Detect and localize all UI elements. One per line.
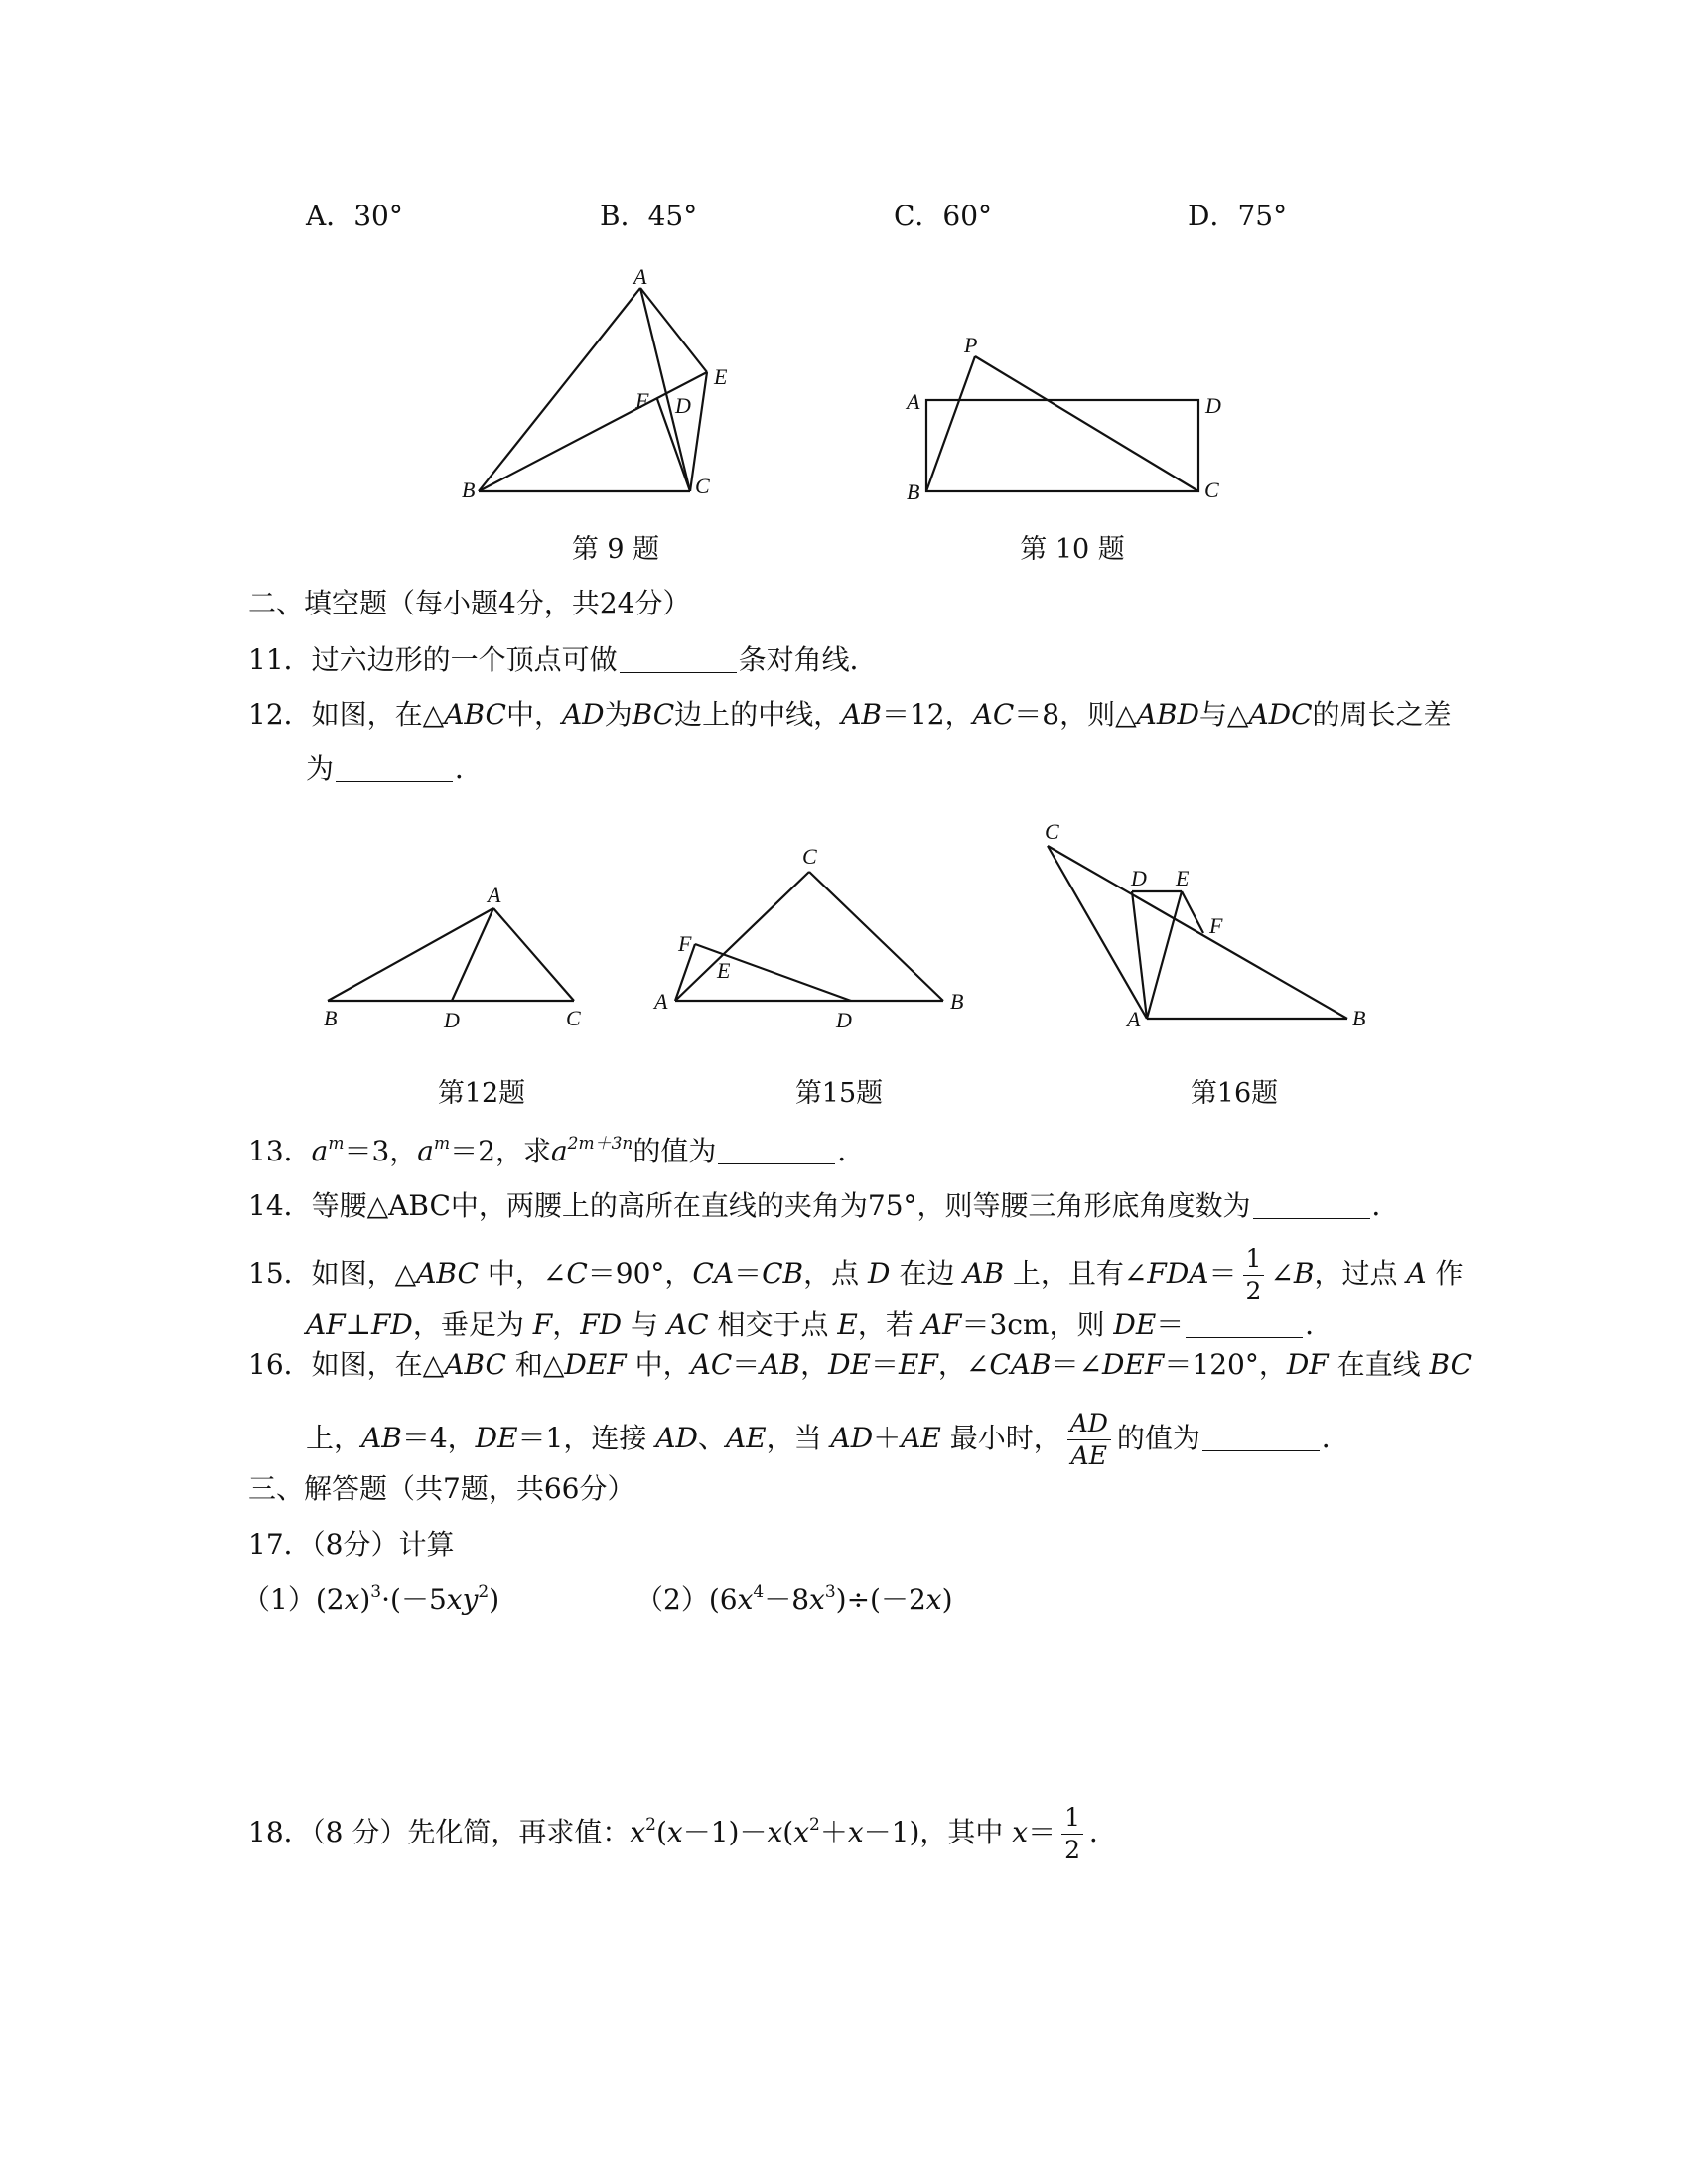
fig16-label-f: F [1209,913,1223,938]
q18-e9: ＋ [819,1816,848,1848]
q17-p1-6: y [462,1583,479,1616]
q15-line2-11: ，若 [857,1308,922,1341]
q18-e0: x [630,1816,646,1848]
option-a: A．30° [306,200,403,232]
q15-line2-1: ⊥ [345,1308,371,1341]
q12-var-abc: ABC [444,698,506,731]
fig12-label-c: C [566,1006,581,1030]
q16-line1-5: AC [690,1348,733,1381]
fig12-label-d: D [444,1008,460,1032]
q15-line1-3: C [566,1257,588,1290]
q14-number: 14． [248,1189,312,1222]
q16-line1-10: ＝ [870,1348,899,1381]
q18-lead: 18．（8 分）先化简，再求值： [248,1816,631,1848]
q13-text-3: 的值为 [633,1135,717,1167]
q15-line1-11: AB [963,1257,1005,1290]
q15-tail-4: 作 [1426,1257,1464,1290]
q16-line2-2: ＝4， [401,1422,476,1454]
q15-number: 15． [248,1257,312,1290]
q16-line2-9: AD [830,1422,874,1454]
figure-10-caption: 第 10 题 [1020,534,1125,565]
q12-text-3: 为 [604,698,633,731]
q14-answer-blank[interactable] [1253,1192,1370,1219]
q16-line1-8: ， [800,1348,829,1381]
q16-line1-3: DEF [564,1348,627,1381]
q17-p1-8: ) [489,1583,500,1616]
q15-line2-15: ＝ [1156,1308,1185,1341]
fig16-label-d: D [1131,866,1147,890]
q17-p2-8: ) [941,1583,953,1616]
q17-p1-0: （1）(2 [242,1583,345,1616]
fig10-label-b: B [907,479,920,504]
question-15 [248,1243,1464,1307]
q18-e7: x [793,1816,809,1848]
q17-p1-2: ) [359,1583,371,1616]
fig10-label-c: C [1204,478,1219,502]
q18-e10: x [847,1816,864,1848]
q16-fraction [1067,1408,1111,1472]
q15-line1-2: 中，∠ [478,1257,567,1290]
q15-line2-12: AF [921,1308,962,1341]
q15-line2-2: FD [371,1308,413,1341]
fig16-label-e: E [1176,866,1190,890]
q17-p2-4: x [809,1583,825,1616]
q16-end: ． [1321,1422,1349,1454]
q16-line2-3: DE [475,1422,518,1454]
q12-text-8: 的周长之差 [1312,698,1452,731]
question-16-line-2 [306,1408,1349,1472]
q12-text-2: 中， [505,698,562,731]
q15-tail-0: ∠ [1270,1257,1294,1290]
q16-line1-11: EF [899,1348,938,1381]
fig16-segment-ae [1147,891,1182,1019]
q16-line2-7: AE [725,1422,767,1454]
q15-line1-7: CB [762,1257,804,1290]
q15-line1-6: ＝ [734,1257,763,1290]
q13-base-1: a [311,1135,329,1167]
q15-line1-5: CA [692,1257,735,1290]
q13-end: ． [837,1135,866,1167]
q16-line2-6: 、 [697,1422,726,1454]
option-b: B．45° [600,200,698,232]
q12-text-7: 与△ [1198,698,1249,731]
fig16-segment-ad [1132,891,1147,1019]
q16-line1-13: CAB [989,1348,1052,1381]
section-3-title: 三、解答题（共7题，共66分） [248,1472,635,1505]
q15-line1-1: ABC [416,1257,479,1290]
q16-line1-9: DE [828,1348,871,1381]
fig9-label-c: C [695,474,710,498]
fig16-label-c: C [1045,819,1059,844]
question-17-title: 17．（8分）计算 [248,1528,455,1561]
q16-line1-1: ABC [444,1348,506,1381]
q18-e11: －1)，其中 [863,1816,1013,1848]
q13-base-3: a [550,1135,568,1167]
q17-p2-1: x [737,1583,754,1616]
q16-answer-blank[interactable] [1202,1425,1320,1451]
question-17-part-1 [242,1580,499,1620]
q18-e2: ( [655,1816,667,1848]
q12-line2-text: 为 [306,752,335,785]
fig9-label-e: E [714,364,728,389]
question-14 [248,1186,1400,1226]
q14-end: ． [1371,1189,1400,1222]
question-18 [248,1802,1117,1866]
q18-e6: ( [782,1816,794,1848]
q17-p1-1: x [344,1583,360,1616]
q18-end: ． [1089,1816,1118,1848]
q17-p1-7: 2 [478,1581,490,1602]
q17-p1-5: x [446,1583,463,1616]
q16-line1-4: 中， [626,1348,691,1381]
q18-fraction-numerator: 1 [1061,1802,1083,1835]
q17-p2-6: )÷(－2 [835,1583,926,1616]
q13-exp-2: m [434,1133,451,1154]
q16-line1-15: DEF [1102,1348,1165,1381]
q18-e8: 2 [809,1814,820,1835]
figure-12-caption: 第12题 [437,1078,526,1109]
q15-end: ． [1305,1308,1334,1341]
q15-fraction-numerator: 1 [1243,1243,1265,1276]
q15-line2-4: F [532,1308,553,1341]
q15-answer-blank[interactable] [1186,1311,1303,1338]
q12-var-ad: AD [561,698,605,731]
section-2-title: 二、填空题（每小题4分，共24分） [248,587,691,619]
q12-var-bc: BC [632,698,675,731]
question-17-part-2 [635,1580,953,1620]
q15-line2-13: ＝3cm，则 [961,1308,1114,1341]
q12-text-6: ＝8，则△ [1014,698,1137,731]
fig10-label-p: P [964,333,978,357]
q13-number: 13． [248,1135,312,1167]
fig15-label-d: D [836,1008,852,1032]
q15-line2-5: ， [552,1308,581,1341]
q18-fraction [1061,1802,1083,1866]
q16-number: 16． [248,1348,312,1381]
q14-text: 等腰△ABC中，两腰上的高所在直线的夹角为75°，则等腰三角形底角度数为 [311,1189,1251,1222]
q16-line2-0: 上， [306,1422,362,1454]
q16-line1-6: ＝ [732,1348,761,1381]
fig15-label-c: C [802,844,817,869]
q15-tail-2: ，过点 [1314,1257,1407,1290]
q17-p2-3: －8 [764,1583,810,1616]
q12-var-ac: AC [972,698,1015,731]
q16-line2-12: 最小时， [940,1422,1061,1454]
q16-line1-2: 和△ [505,1348,565,1381]
q18-e13: ＝ [1028,1816,1056,1848]
q18-e1: 2 [645,1814,656,1835]
q15-line1-4: ＝90°， [587,1257,693,1290]
q11-text-after: 条对角线． [738,643,878,676]
fig16-label-a: A [1127,1007,1141,1031]
question-13 [248,1132,865,1171]
figure-15-caption: 第15题 [794,1078,884,1109]
q11-number: 11． [248,643,312,676]
q18-e5: x [767,1816,783,1848]
q18-e4: －1)－ [682,1816,768,1848]
option-d: D．75° [1188,200,1288,232]
q13-exp-3: 2m＋3n [567,1133,633,1154]
q18-fraction-denominator: 2 [1064,1836,1080,1864]
q12-text-5: ＝12， [881,698,973,731]
q12-line2-end: ． [455,752,484,785]
q15-line2-8: AC [666,1308,709,1341]
q15-line2-10: E [837,1308,858,1341]
q11-text-before: 过六边形的一个顶点可做 [311,643,618,676]
q17-p2-5: 3 [824,1581,836,1602]
q15-tail-3: A [1406,1257,1427,1290]
fig9-label-d: D [675,393,691,418]
q15-fraction [1243,1243,1265,1307]
q16-line1-14: ＝∠ [1051,1348,1103,1381]
q13-answer-blank[interactable] [718,1138,835,1164]
q18-e12: x [1012,1816,1029,1848]
q15-fraction-denominator: 2 [1245,1277,1262,1305]
q16-line1-19: BC [1429,1348,1473,1381]
q16-line2-4: ＝1，连接 [517,1422,656,1454]
figure-16-caption: 第16题 [1190,1078,1279,1109]
q16-line2-tail: 的值为 [1116,1422,1200,1454]
q12-var-ab: AB [841,698,882,731]
q12-var-abd: ABD [1136,698,1199,731]
q15-line1-9: D [867,1257,891,1290]
q16-line1-12: ，∠ [937,1348,990,1381]
q16-line1-0: 如图，在△ [311,1348,445,1381]
q16-fraction-denominator: AE [1070,1441,1107,1470]
q16-line2-11: AE [901,1422,941,1454]
q16-fraction-numerator: AD [1067,1408,1111,1440]
fig15-label-f: F [678,931,692,956]
fig16-segment-cb [1048,846,1347,1019]
q15-line2-9: 相交于点 [708,1308,838,1341]
q15-line1-13: FDA [1147,1257,1209,1290]
q16-line2-5: AD [655,1422,698,1454]
q17-p2-2: 4 [753,1581,765,1602]
q15-line2-0: AF [306,1308,346,1341]
q17-p1-3: 3 [370,1581,382,1602]
q13-base-2: a [417,1135,434,1167]
q16-line1-17: DF [1286,1348,1329,1381]
q18-e3: x [666,1816,683,1848]
q16-line1-18: 在直线 [1328,1348,1430,1381]
fig10-label-d: D [1205,393,1221,418]
q16-line2-1: AB [361,1422,402,1454]
fig10-label-a: A [907,389,920,414]
q17-p2-7: x [925,1583,942,1616]
question-15-line-2 [306,1305,1333,1345]
fig15-label-b: B [950,989,964,1014]
q17-p2-0: （2）(6 [635,1583,738,1616]
q12-text-1: 如图，在△ [311,698,445,731]
fig9-label-f: F [635,388,649,413]
q15-line1-8: ，点 [803,1257,868,1290]
q15-line2-7: 与 [622,1308,667,1341]
q13-text-2: ＝2，求 [450,1135,551,1167]
fig15-label-a: A [654,989,668,1014]
fig15-label-e: E [717,958,731,983]
q15-line1-14: ＝ [1208,1257,1237,1290]
q13-text-1: ＝3， [344,1135,418,1167]
fig16-label-b: B [1352,1006,1366,1030]
q12-text-4: 边上的中线， [674,698,842,731]
q15-line2-3: ，垂足为 [412,1308,533,1341]
q17-p1-4: ·(－5 [381,1583,447,1616]
q12-number: 12． [248,698,312,731]
q16-line2-10: ＋ [873,1422,902,1454]
q13-exp-1: m [328,1133,345,1154]
fig12-label-b: B [324,1006,338,1030]
fig9-label-a: A [633,264,647,289]
q15-line2-6: FD [580,1308,623,1341]
q15-line1-12: 上，且有∠ [1004,1257,1148,1290]
q12-var-adc: ADC [1248,698,1313,731]
option-c: C．60° [894,200,993,232]
q16-line2-8: ，当 [766,1422,831,1454]
figure-9-caption: 第 9 题 [571,534,660,565]
q16-line1-7: AB [760,1348,801,1381]
q16-line1-16: ＝120°， [1164,1348,1287,1381]
q15-tail-1: B [1293,1257,1315,1290]
fig16-segment-ef [1182,891,1203,933]
fig12-label-a: A [488,883,501,907]
q15-line1-0: 如图，△ [311,1257,417,1290]
q15-line2-14: DE [1113,1308,1157,1341]
q15-line1-10: 在边 [890,1257,964,1290]
question-16 [248,1345,1472,1385]
fig9-label-b: B [462,478,476,502]
